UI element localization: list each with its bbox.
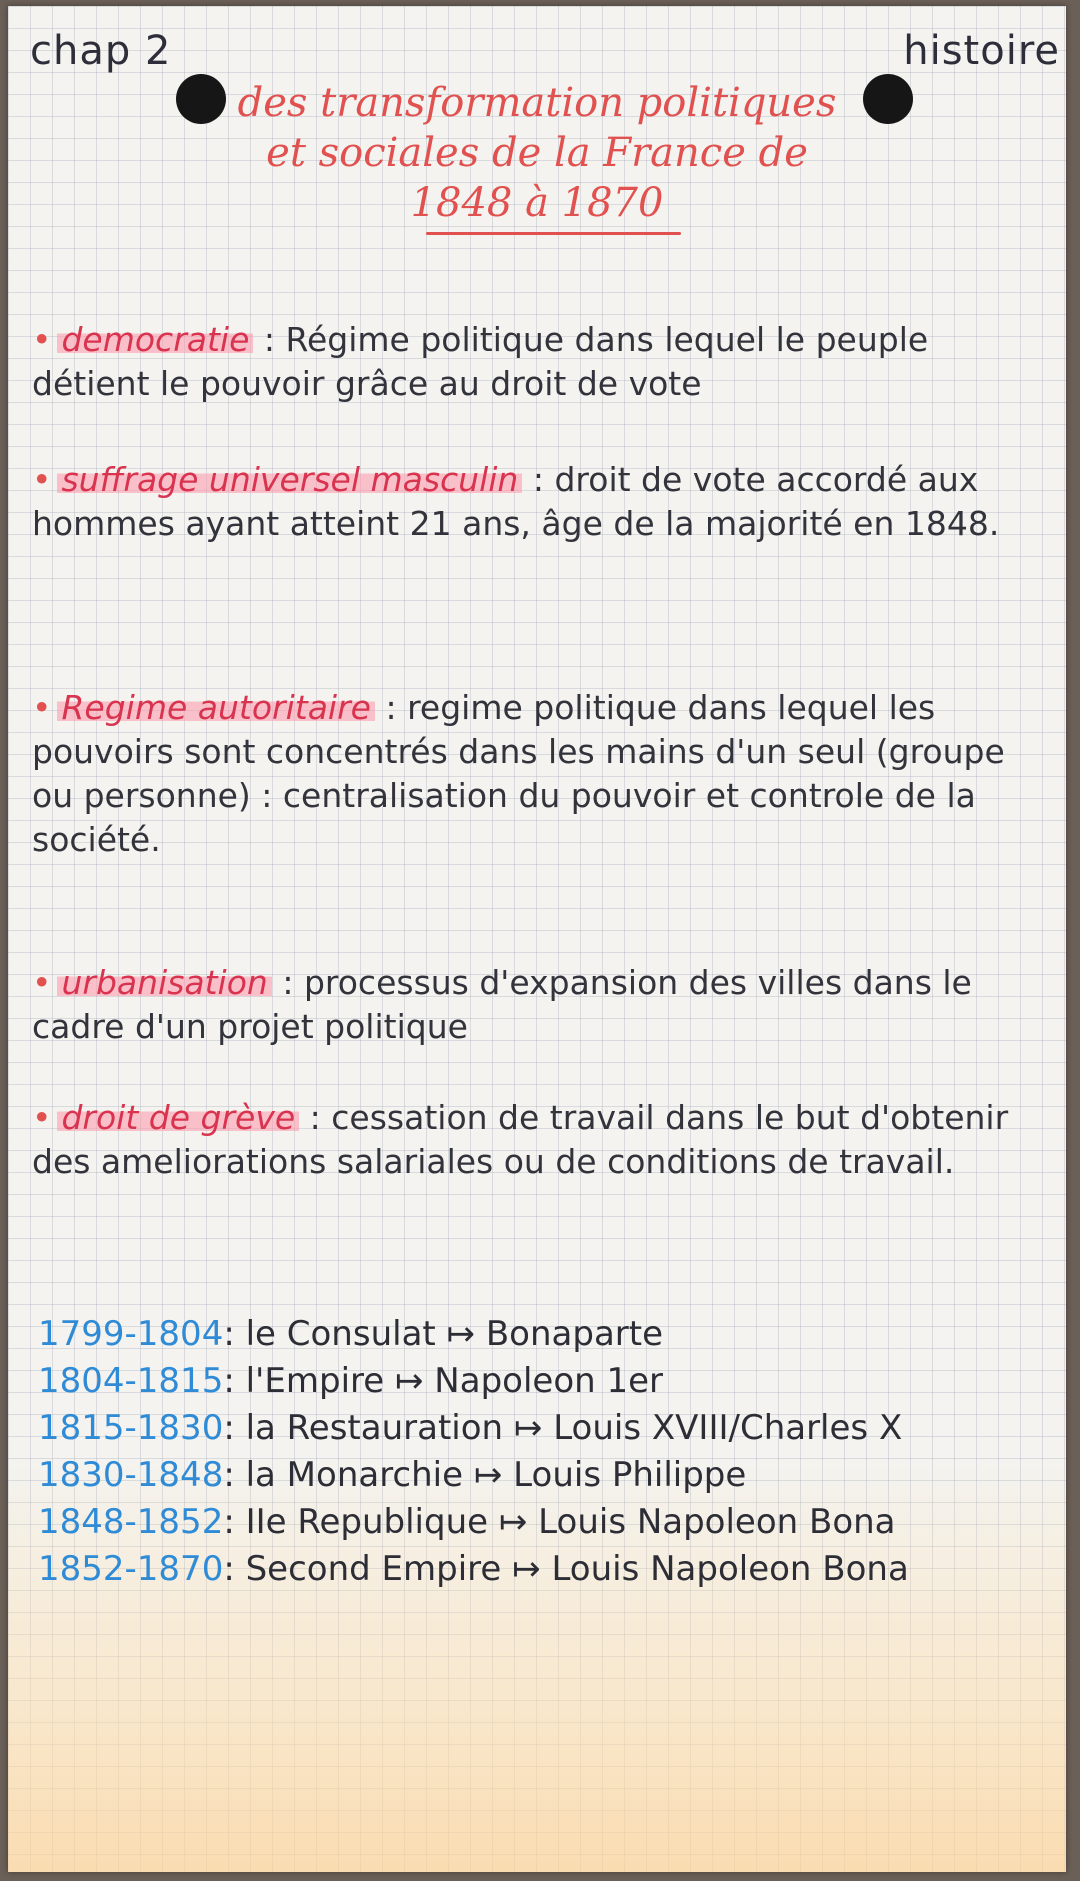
bullet: • [32,1098,52,1137]
bullet: • [32,320,52,359]
definition-droit-de-greve: • droit de grève : cessation de travail dans le but d'obtenir des ameliorations salariales ou de conditions de travail. [32,1098,1009,1181]
timeline-row: 1852-1870: Second Empire ↦ Louis Napoleon Bona [38,1549,909,1589]
title-line-1: des transformation politiques [237,80,837,126]
title-line-2: et sociales de la France de [266,130,808,176]
timeline-row: 1799-1804: le Consulat ↦ Bonaparte [38,1314,664,1354]
definition-text: processus d'expansion des villes dans le cadre d'un projet politique [32,963,972,1046]
subject-label: histoire [903,28,1060,74]
timeline-event: le Consulat [245,1314,436,1354]
definition-text: regime politique dans lequel les pouvoirs sont concentrés dans les mains d'un seul (groupe ou personne) : centralisation du pouvoir et controle de la société. [32,688,1005,859]
timeline-row: 1804-1815: l'Empire ↦ Napoleon 1er [38,1361,663,1401]
definition-term: suffrage universel masculin [57,460,522,499]
timeline-event: IIe Republique [245,1502,489,1542]
definition-term: droit de grève [57,1098,299,1137]
timeline-person: Louis Napoleon Bona [551,1549,909,1589]
timeline-row: 1815-1830: la Restauration ↦ Louis XVIII/Charles X [38,1408,903,1448]
title-underline [426,232,681,235]
timeline-row: 1830-1848: la Monarchie ↦ Louis Philippe [38,1455,747,1495]
definition-suffrage: • suffrage universel masculin : droit de vote accordé aux hommes ayant atteint 21 ans, âge de la majorité en 1848. [32,460,1000,543]
timeline [38,1311,1056,1593]
definition-regime-autoritaire: • Regime autoritaire : regime politique dans lequel les pouvoirs sont concentrés dans les mains d'un seul (groupe ou personne) : centralisation du pouvoir et controle de la société. [32,688,1005,859]
definition-democratie: • democratie : Régime politique dans lequel le peuple détient le pouvoir grâce au droit de vote [32,320,929,403]
timeline-event: la Monarchie [245,1455,464,1495]
timeline-row: 1848-1852: IIe Republique ↦ Louis Napoleon Bona [38,1502,896,1542]
timeline-years: 1815-1830 [38,1408,224,1448]
arrow-icon: ↦ [446,1314,476,1354]
arrow-icon: ↦ [512,1549,541,1589]
arrow-icon: ↦ [498,1502,528,1542]
definition-term: Regime autoritaire [57,688,375,727]
arrow-icon: ↦ [513,1408,543,1448]
timeline-years: 1852-1870 [38,1549,224,1589]
timeline-person: Louis Philippe [513,1455,747,1495]
bullet: • [32,688,52,727]
definition-term: urbanisation [57,963,271,1002]
definition-urbanisation: • urbanisation : processus d'expansion des villes dans le cadre d'un projet politique [32,963,972,1046]
arrow-icon: ↦ [473,1455,503,1495]
timeline-person: Louis Napoleon Bona [538,1502,896,1542]
definition-text: droit de vote accordé aux hommes ayant atteint 21 ans, âge de la majorité en 1848. [32,460,1000,543]
timeline-years: 1799-1804 [38,1314,224,1354]
title-line-3: 1848 à 1870 [410,180,664,226]
arrow-icon: ↦ [394,1361,424,1401]
timeline-person: Napoleon 1er [434,1361,663,1401]
bullet: • [32,460,52,499]
definition-text: Régime politique dans lequel le peuple détient le pouvoir grâce au droit de vote [32,320,929,403]
timeline-years: 1830-1848 [38,1455,224,1495]
chapter-label: chap 2 [30,28,172,74]
notebook-page [8,6,1066,1872]
definition-term: democratie [57,320,253,359]
timeline-person: Louis XVIII/Charles X [553,1408,903,1448]
bullet: • [32,963,52,1002]
timeline-person: Bonaparte [485,1314,664,1354]
timeline-event: Second Empire [245,1549,502,1589]
timeline-years: 1804-1815 [38,1361,224,1401]
timeline-event: la Restauration [245,1408,504,1448]
timeline-years: 1848-1852 [38,1502,224,1542]
definition-text: cessation de travail dans le but d'obtenir des ameliorations salariales ou de conditions de travail. [32,1098,1009,1181]
timeline-event: l'Empire [245,1361,385,1401]
